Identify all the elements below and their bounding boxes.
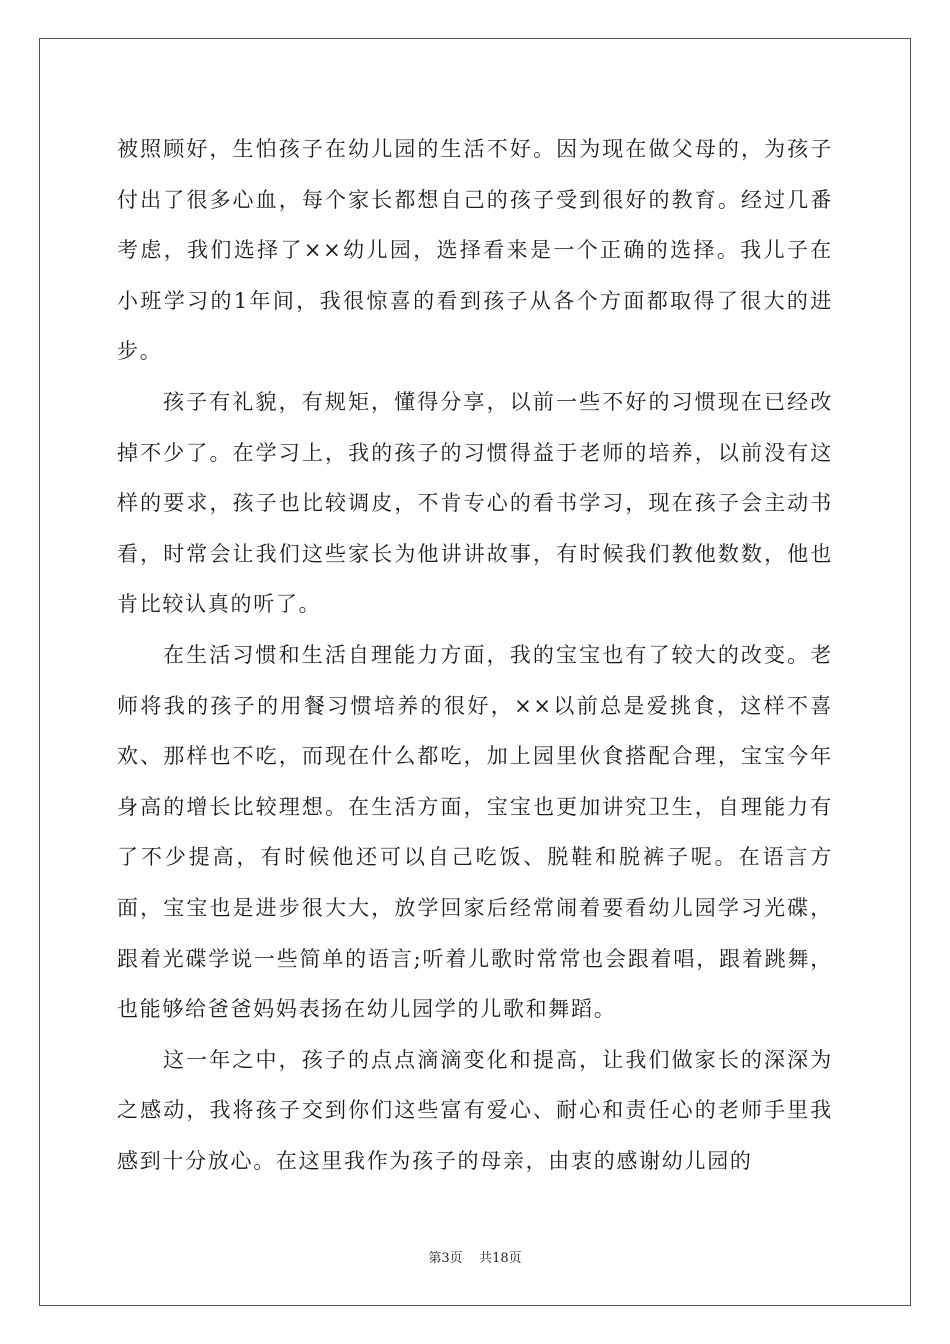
page-number: 第3页: [428, 1251, 463, 1266]
paragraph-2: 孩子有礼貌，有规矩，懂得分享，以前一些不好的习惯现在已经改掉不少了。在学习上，我的孩子的习惯得益于老师的培养，以前没有这样的要求，孩子也比较调皮，不肯专心的看书学习，现在孩子会主动书看，时常会让我们这些家长为他讲讲故事，有时候我们教他数数，他也肯比较认真的听了。: [117, 389, 833, 617]
paragraph-4: 这一年之中，孩子的点点滴滴变化和提高，让我们做家长的深深为之感动，我将孩子交到你们这些富有爱心、耐心和责任心的老师手里我感到十分放心。在这里我作为孩子的母亲，由衷的感谢幼儿园的: [117, 1047, 833, 1173]
page-footer: [0, 1247, 950, 1266]
paragraph-1: 被照顾好，生怕孩子在幼儿园的生活不好。因为现在做父母的，为孩子付出了很多心血，每个家长都想自己的孩子受到很好的教育。经过几番考虑，我们选择了××幼儿园，选择看来是一个正确的选择。我儿子在小班学习的1年间，我很惊喜的看到孩子从各个方面都取得了很大的进步。: [117, 137, 833, 364]
page-total: 共18页: [479, 1251, 522, 1266]
paragraph-3: 在生活习惯和生活自理能力方面，我的宝宝也有了较大的改变。老师将我的孩子的用餐习惯培养的很好，××以前总是爱挑食，这样不喜欢、那样也不吃，而现在什么都吃，加上园里伙食搭配合理，宝宝今年身高的增长比较理想。在生活方面，宝宝也更加讲究卫生，自理能力有了不少提高，有时候他还可以自己吃饭、脱鞋和脱裤子呢。在语言方面，宝宝也是进步很大大，放学回家后经常闹着要看幼儿园学习光碟，跟着光碟学说一些简单的语言;听着儿歌时常常也会跟着唱，跟着跳舞，也能够给爸爸妈妈表扬在幼儿园学的儿歌和舞蹈。: [117, 642, 833, 1022]
document-body: [117, 124, 833, 1186]
